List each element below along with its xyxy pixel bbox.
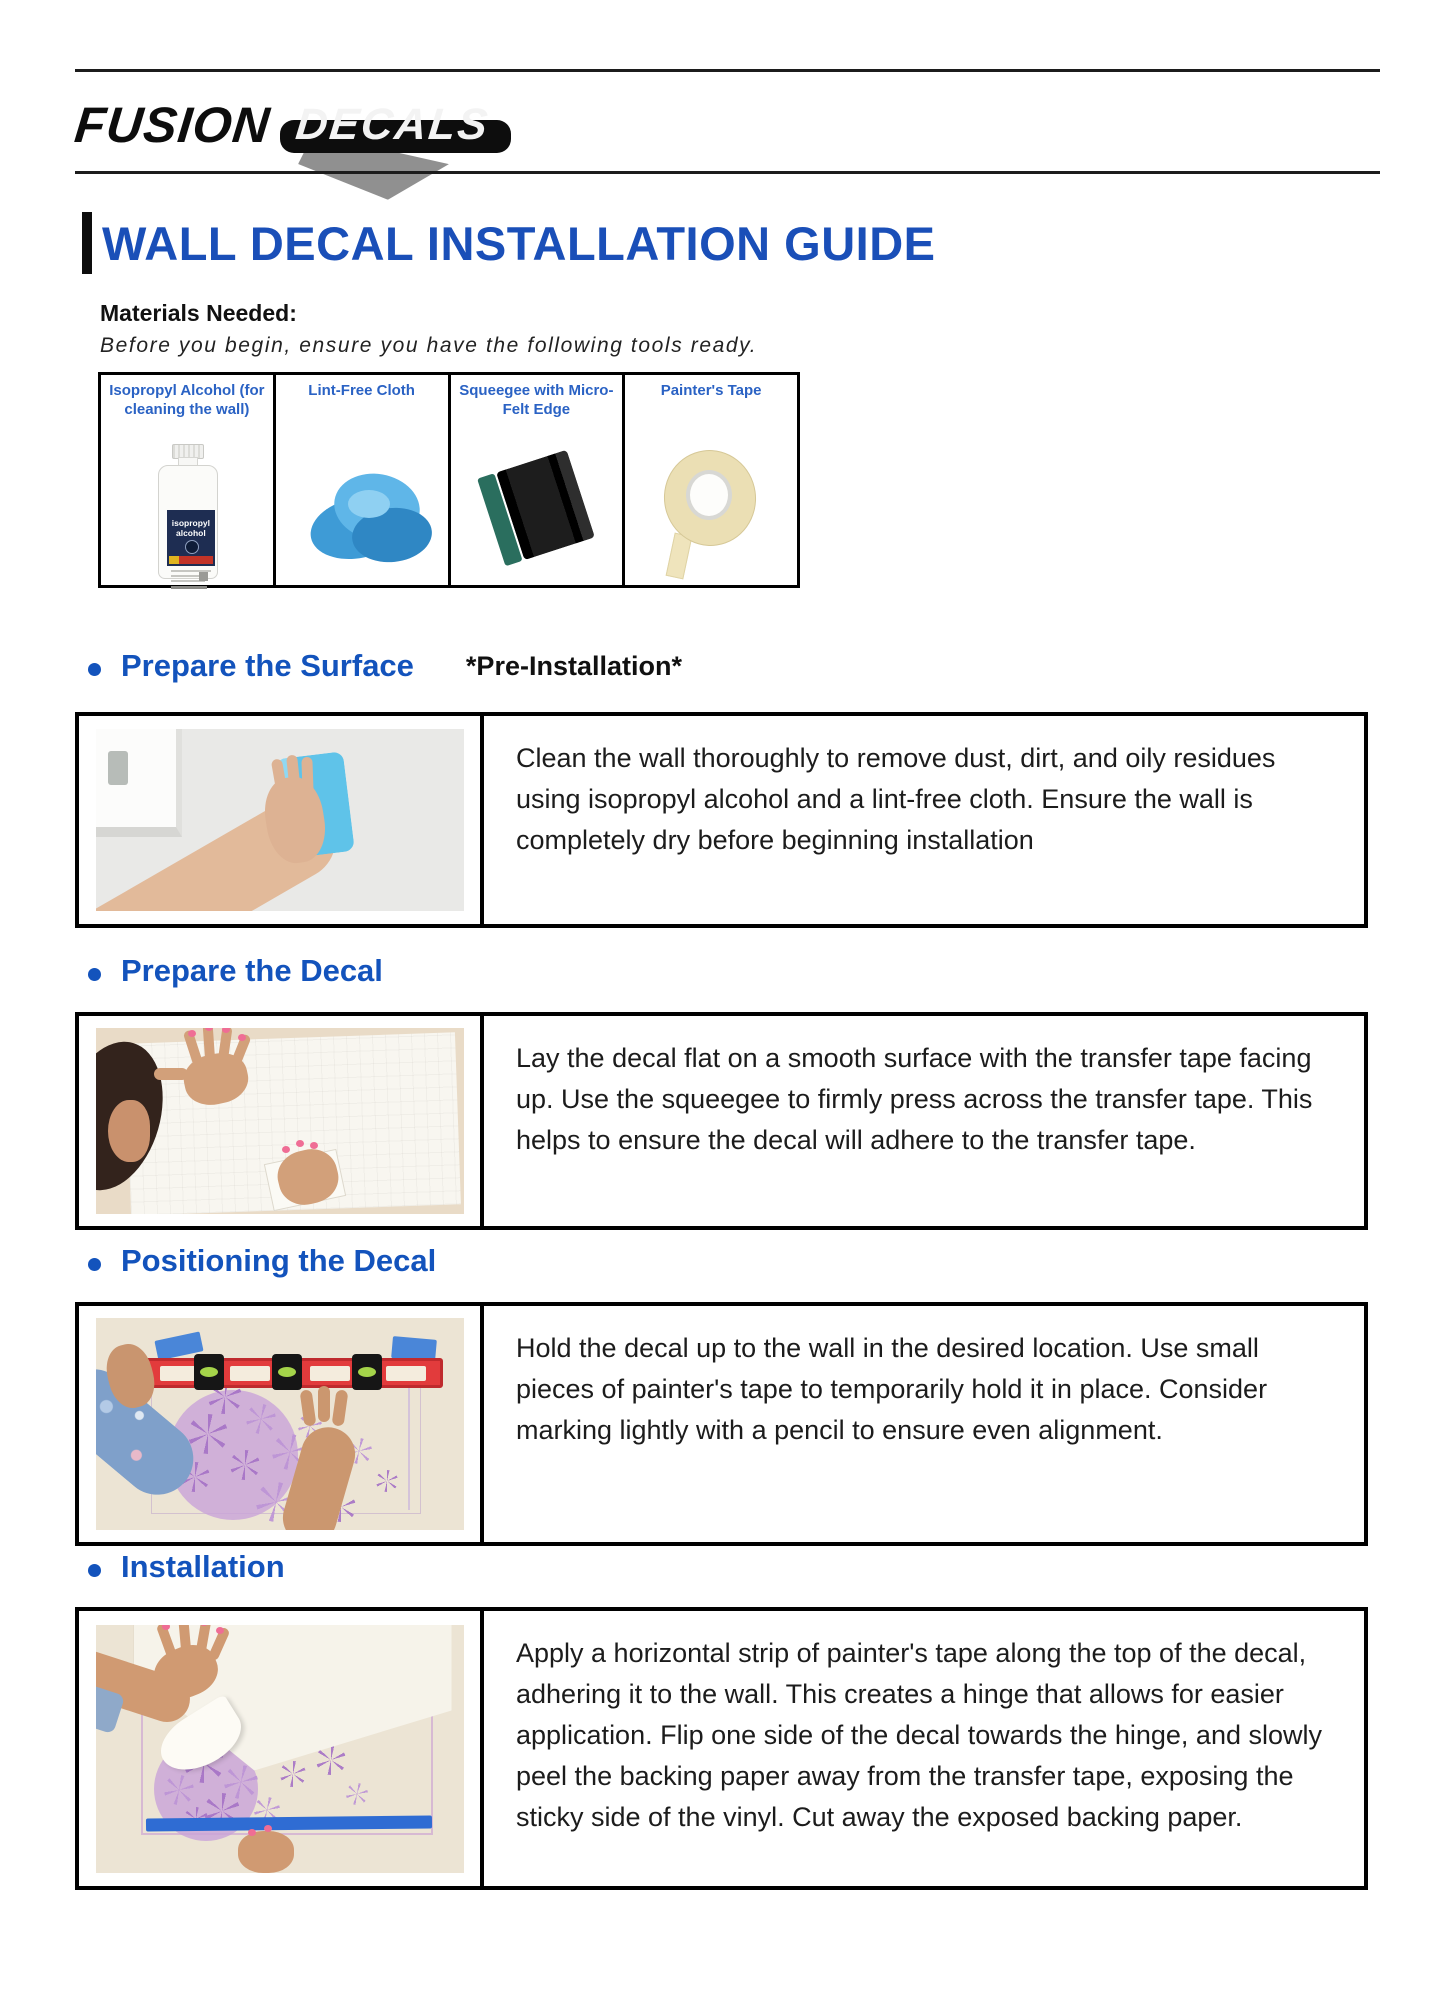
fusion-decals-logo [72,82,511,168]
material-cell-squeegee [451,375,626,585]
material-label: Isopropyl Alcohol (for cleaning the wall) [109,382,265,418]
pre-installation-note: *Pre-Installation* [465,650,682,681]
tape-roll-icon [625,437,797,585]
step-box-positioning-decal [75,1302,1368,1546]
section-heading-installation [88,1549,285,1585]
title-accent-bar [82,212,92,274]
section-title: Prepare the Surface [121,648,414,683]
divider [75,69,1380,72]
peeling-backing-photo [96,1625,464,1873]
bullet-icon [88,1564,101,1577]
step-box-installation [75,1607,1368,1890]
leveling-decal-photo [96,1318,464,1530]
bottle-label-line2: alcohol [175,528,206,539]
bullet-icon [88,663,101,676]
materials-table [98,372,800,588]
step-instructions: Hold the decal up to the wall in the desired location. Use small pieces of painter's tape to temporarily hold it in place. Consider marking lightly with a pencil to ensure even alignment. [516,1333,1268,1445]
pressing-decal-photo [96,1028,464,1214]
section-title: Prepare the Decal [121,953,383,988]
bottle-label-line1: isopropyl [171,518,210,528]
section-heading-prepare-decal [88,953,383,989]
level-vial [272,1354,302,1390]
materials-subheading: Before you begin, ensure you have the following tools ready. [100,334,758,357]
cloth-icon [276,437,448,585]
logo-badge [280,100,511,150]
material-cell-lint-free-cloth [276,375,451,585]
section-heading-prepare-surface [88,648,682,684]
page-title-text: WALL DECAL INSTALLATION GUIDE [102,216,936,270]
bullet-icon [88,1258,101,1271]
step-instructions: Apply a horizontal strip of painter's tape along the top of the decal, adhering it to the wall. This creates a hinge that allows for easier application. Flip one side of the decal towards the hinge, and slowly peel the backing paper away from the transfer tape, exposing the sticky side of the vinyl. Cut away the exposed backing paper. [516,1638,1322,1832]
shelf-shape [96,729,182,837]
step-photo-cell [79,1611,484,1886]
face-shape [108,1100,150,1162]
logo-brand-second: DECALS [293,100,492,149]
painters-tape-strip [145,1815,431,1831]
level-vial [194,1354,224,1390]
alcohol-bottle-icon [101,437,273,585]
hand-shape [238,1831,294,1873]
section-title: Positioning the Decal [121,1243,437,1278]
level-vial [352,1354,382,1390]
material-cell-isopropyl-alcohol [101,375,276,585]
red-level-shape [121,1358,443,1388]
material-label: Squeegee with Micro-Felt Edge [459,382,614,418]
section-title: Installation [121,1549,285,1584]
section-heading-positioning-decal [88,1243,436,1279]
material-label: Lint-Free Cloth [308,382,415,399]
step-photo-cell [79,1016,484,1226]
divider [75,171,1380,174]
step-photo-cell [79,716,484,924]
step-instructions: Lay the decal flat on a smooth surface with the transfer tape facing up. Use the squeegee to firmly press across the transfer tape. This helps to ensure the decal will adhere to the transfer tape. [516,1043,1313,1155]
hand-wiping-wall-photo [96,729,464,911]
material-label: Painter's Tape [660,382,762,399]
squeegee-icon [451,437,623,585]
logo-brand-first: FUSION [72,97,273,153]
materials-heading: Materials Needed: [100,300,297,326]
step-instructions: Clean the wall thoroughly to remove dust, dirt, and oily residues using isopropyl alcohol and a lint-free cloth. Ensure the wall is completely dry before beginning installation [516,743,1276,855]
material-cell-painters-tape [625,375,797,585]
step-box-prepare-surface [75,712,1368,928]
page-title [82,212,936,274]
step-box-prepare-decal [75,1012,1368,1230]
bullet-icon [88,968,101,981]
step-photo-cell [79,1306,484,1542]
